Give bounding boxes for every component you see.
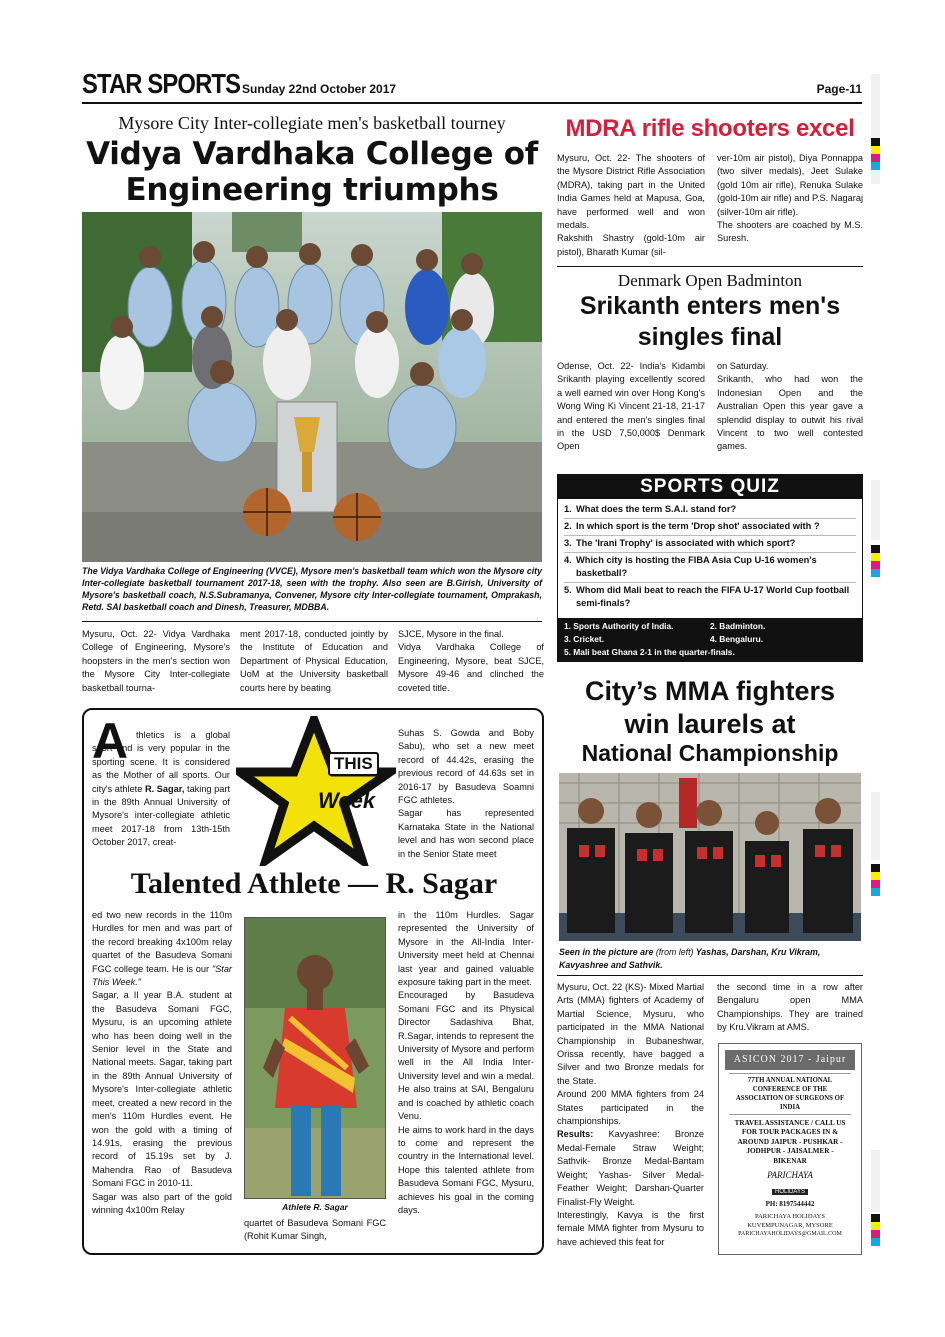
athlete-top-col-2: Suhas S. Gowda and Boby Sabu), who set a new meet record of 44.42s, erasing the previous record of 44.63s set in 2016-17 by Basudeva Soamni FGC athletes. Sagar has represented Karnataka State in the National level and has won second place in the Senior State meet (398, 728, 534, 859)
quiz-answer: 3. Cricket. (564, 634, 605, 644)
color-registration-bar (871, 545, 880, 577)
results-text: Kavyashree: Bronze Medal-Female Straw Weight; Sathvik- Bronze Medal-Bantam Weight; Yashas- Silver Medal-Feather Weight; Darshan-Quarter Finalist-Fly Weight. (557, 1129, 704, 1207)
quiz-question: 4. Which city is hosting the FIBA Asia Cup U-16 women's basketball? (564, 553, 856, 583)
lead-photo-caption: The Vidya Vardhaka College of Engineering (VVCE), Mysore men's basketball team which won the Mysore city Inter-collegiate basketball tournament 2017-18, seen with the trophy. Also seen are B.Girish, University of Mysore's basketball coach, N.S.Subramanya, Convener, Mysore city Inter-collegiate tournament, Omprakash, Retd. SAI basketball coach and Dinesh, Treasurer, MDBBA. (82, 566, 542, 612)
star-quote: "Star This Week." (92, 963, 232, 988)
quiz-question: 2. In which sport is the term 'Drop shot' associated with ? (564, 519, 856, 536)
quiz-questions (558, 499, 862, 612)
srikanth-col-1: Odense, Oct. 22- India's Kidambi Srikanth playing excellently scored a well earned win over Hong Kong's Wong Wing Ki Vincent 21-18, 21-17 and entered the men's singles final in the USD 7,50,000$ Denmark Open (557, 361, 705, 452)
srikanth-headline: Srikanth enters men's singles final (579, 292, 841, 351)
print-margin-strip (871, 792, 880, 860)
quiz-answer: 4. Bengaluru. (710, 634, 764, 644)
athlete-col-1: ed two new records in the 110m Hurdles for men and was part of the record breaking 4x100m relay quartet of the Basudeva Somani FGC college team. He is our "Star This Week." Sagar, a II year B.A. student at the Basudeva Somani FGC, Mysuru, is an upcoming athlete who has been doing well in the Senior level in the State and National meets. Sagar, taking part in the 89th Annual University of Mysore's Inter-collegiate athletic meet, created a new record in the men's 110m Hurdles event. He won the gold with a timing of 14.91s, erasing the previous record of 15.19s set by J. Mahendra Rao of Basudeva Somani FGC in 2010-11. Sagar was also part of the gold winning 4x100m Relay (92, 909, 232, 1217)
lead-divider (82, 621, 542, 622)
quiz-question: 5. Whom did Mali beat to reach the FIFA U-17 World Cup football semi-finals? (564, 585, 850, 608)
star-this-week-badge (236, 716, 396, 866)
brand-text: PARICHAYA (767, 1170, 813, 1181)
print-margin-strip (871, 480, 880, 540)
page-number: Page-11 (816, 82, 862, 96)
issue-date: Sunday 22nd October 2017 (242, 82, 397, 96)
mma-intro: Mysuru, Oct. 22 (KS)- Mixed Martial Arts (MMA) fighters of Academy of Martial Science, Mysuru, who participated in the MMA National Championship in Bubaneshwar, Orissa recently, have bagged a Silver and two Bronze medals for the State. Around 200 MMA fighters from 24 States participated in the championships. (557, 982, 704, 1127)
caption-lead: Seen in the picture are (559, 947, 654, 957)
basketball-team-photo (82, 212, 542, 562)
color-registration-bar (871, 864, 880, 896)
mma-col-1 (557, 981, 704, 1249)
dropcap: A (92, 713, 129, 769)
mma-col-1-end: Interestingly, Kavya is the first female MMA fighter from Mysuru to have achieved this feat for (557, 1209, 704, 1247)
mma-photo-caption (559, 946, 863, 972)
athlete-col-2-bottom: quartet of Basudeva Somani FGC (Rohit Kumar Singh, (244, 1218, 386, 1242)
ad-company: PARICHAYA HOLIDAYS (755, 1213, 825, 1221)
mma-headline-line-2: win laurels at (624, 709, 796, 739)
badge-week: Week (318, 788, 376, 813)
quiz-answer: 2. Badminton. (710, 621, 766, 631)
mma-divider (557, 975, 863, 976)
lead-col-1: Mysuru, Oct. 22- Vidya Vardhaka College of Engineering, Mysore's hoopsters in the men's section won the Mysore City Inter-collegiate basketball tourna- (82, 629, 230, 693)
quiz-answer: 1. Sports Authority of India. (564, 621, 674, 631)
athlete-headline: Talented Athlete — R. Sagar (130, 867, 498, 900)
mdra-headline: MDRA rifle shooters excel (565, 115, 855, 142)
mma-fighters-photo (559, 773, 861, 941)
athlete-photo-caption: Athlete R. Sagar (282, 1202, 348, 1212)
ad-email: PARICHAYAHOLIDAYS@GMAIL.COM (738, 1231, 842, 1238)
ad-header: ASICON 2017 - Jaipur (725, 1050, 855, 1070)
caption-from: (from left) (655, 947, 694, 957)
ad-travel: TRAVEL ASSISTANCE / CALL US FOR TOUR PACKAGES IN & AROUND JAIPUR - PUSHKAR - JODHPUR - JAISALMER - BIKENAR (734, 1119, 846, 1165)
quiz-question: 3. The 'Irani Trophy' is associated with which sport? (564, 536, 856, 553)
mma-col-2: the second time in a row after Bengaluru open MMA Championships. They are trained by Kru.Vikram at AMS. (717, 982, 863, 1033)
athlete-col-3: in the 110m Hurdles. Sagar represented the University of Mysore in the All-India Inter-University meet held at Chennai last year and gained valuable exposure taking part in the meet. Encouraged by Basudeva Somani FGC and its Physical Director Sadashiva Bhat, R.Sagar, intends to represent the University of Mysore and perform well in the All India Inter-University level and win a medal. He also trains at SAI, Bengaluru and is coached by athletic coach Venu. He aims to work hard in the days to come and represent the country in the International level. Hope this talented athlete from Basudeva Somani FGC, Mysuru, achieves his goal in the coming days. (398, 910, 534, 1215)
mma-headline-line-3: National Championship (581, 740, 839, 766)
masthead (82, 66, 862, 104)
brand-sub: HOLIDAYS (772, 1189, 808, 1195)
section-divider (557, 266, 863, 267)
mma-headline-line-1: City’s MMA fighters (584, 676, 835, 706)
asicon-advert (718, 1043, 862, 1255)
lead-kicker: Mysore City Inter-collegiate men's basketball tourney (118, 113, 506, 133)
quiz-answer: 5. Mali beat Ghana 2-1 in the quarter-finals. (564, 647, 735, 657)
ad-phone: PH: 8197544442 (765, 1200, 815, 1209)
athlete-name-inline: R. Sagar, (144, 783, 185, 794)
mdra-col-1: Mysuru, Oct. 22- The shooters of the Mysore District Rifle Association (MDRA), taking part in the United India Games held at Mapusa, Goa, have performed well and won medals. Rakshith Shastry (gold-10m air pistol), Bharath Kumar (sil- (557, 153, 705, 257)
ad-conference: 77TH ANNUAL NATIONAL CONFERENCE OF THE ASSOCIATION OF SURGEONS OF INDIA (729, 1073, 851, 1115)
mma-results (557, 1128, 704, 1208)
section-logo: STAR SPORTS (82, 68, 241, 99)
athlete-sagar-photo (244, 917, 386, 1199)
lead-col-2: ment 2017-18, conducted jointly by the Institute of Education and Department of Physical Education, UoM at the University basketball courts here by beating (240, 629, 388, 693)
srikanth-kicker: Denmark Open Badminton (617, 271, 803, 290)
athlete-intro: thletics is a global sport and is very popular in the sporting scene. It is considered as the Mother of all sports. Our city's athlete R. Sagar, taking part in the 89th Annual University of Mysore's inter-collegiate athletic meet 2017-18 from 13th-15th October 2017, creat- (92, 730, 230, 848)
color-registration-bar (871, 1214, 880, 1246)
quiz-question: 1. What does the term S.A.I. stand for? (564, 502, 856, 519)
results-label: Results: (557, 1129, 594, 1140)
ad-brand-logo (750, 1170, 830, 1198)
sports-quiz-box (557, 474, 863, 662)
badge-this: THIS (328, 752, 379, 776)
caption-names: Yashas, Darshan, Kru Vikram, Kavyashree and Sathvik. (559, 947, 821, 970)
quiz-answers (558, 618, 862, 661)
quiz-title: SPORTS QUIZ (558, 475, 862, 499)
lead-col-3: SJCE, Mysore in the final. Vidya Vardhaka College of Engineering, Mysore, beat SJCE, Mysore 49-46 and clinched the coveted title. (398, 629, 544, 693)
srikanth-col-2: on Saturday. Srikanth, who had won the Indonesian Open and the Australian Open this year gave a splendid display to outwit his rival Vincent to two well contested games. (717, 361, 863, 452)
color-registration-bar (871, 138, 880, 170)
lead-headline: Vidya Vardhaka College of Engineering triumphs (86, 136, 538, 208)
athlete-col-1-rest: Sagar, a II year B.A. student at the Basudeva Somani FGC, Mysuru, is an upcoming athlete who has been doing well in the Senior level in the State and National meets. Sagar, taking part in the 89th Annual University of Mysore's Inter-collegiate athletic meet, created a new record in the men's 110m Hurdles event. He won the gold with a timing of 14.91s, erasing the previous record of 15.19s set by J. Mahendra Rao of Basudeva Somani FGC in 2010-11. Sagar was also part of the gold winning 4x100m Relay (92, 990, 232, 1215)
print-margin-strip (871, 1150, 880, 1212)
mdra-col-2: ver-10m air pistol), Diya Ponnappa (two silver medals), Jeet Sulake (gold 10m air rifle), Renuka Sulake (gold-10m air rifle) and P.S. Nagaraj (silver-10m air rifle). The shooters are coached by M.S. Suresh. (717, 153, 863, 244)
ad-address: KUVEMPUNAGAR, MYSORE (747, 1221, 833, 1229)
